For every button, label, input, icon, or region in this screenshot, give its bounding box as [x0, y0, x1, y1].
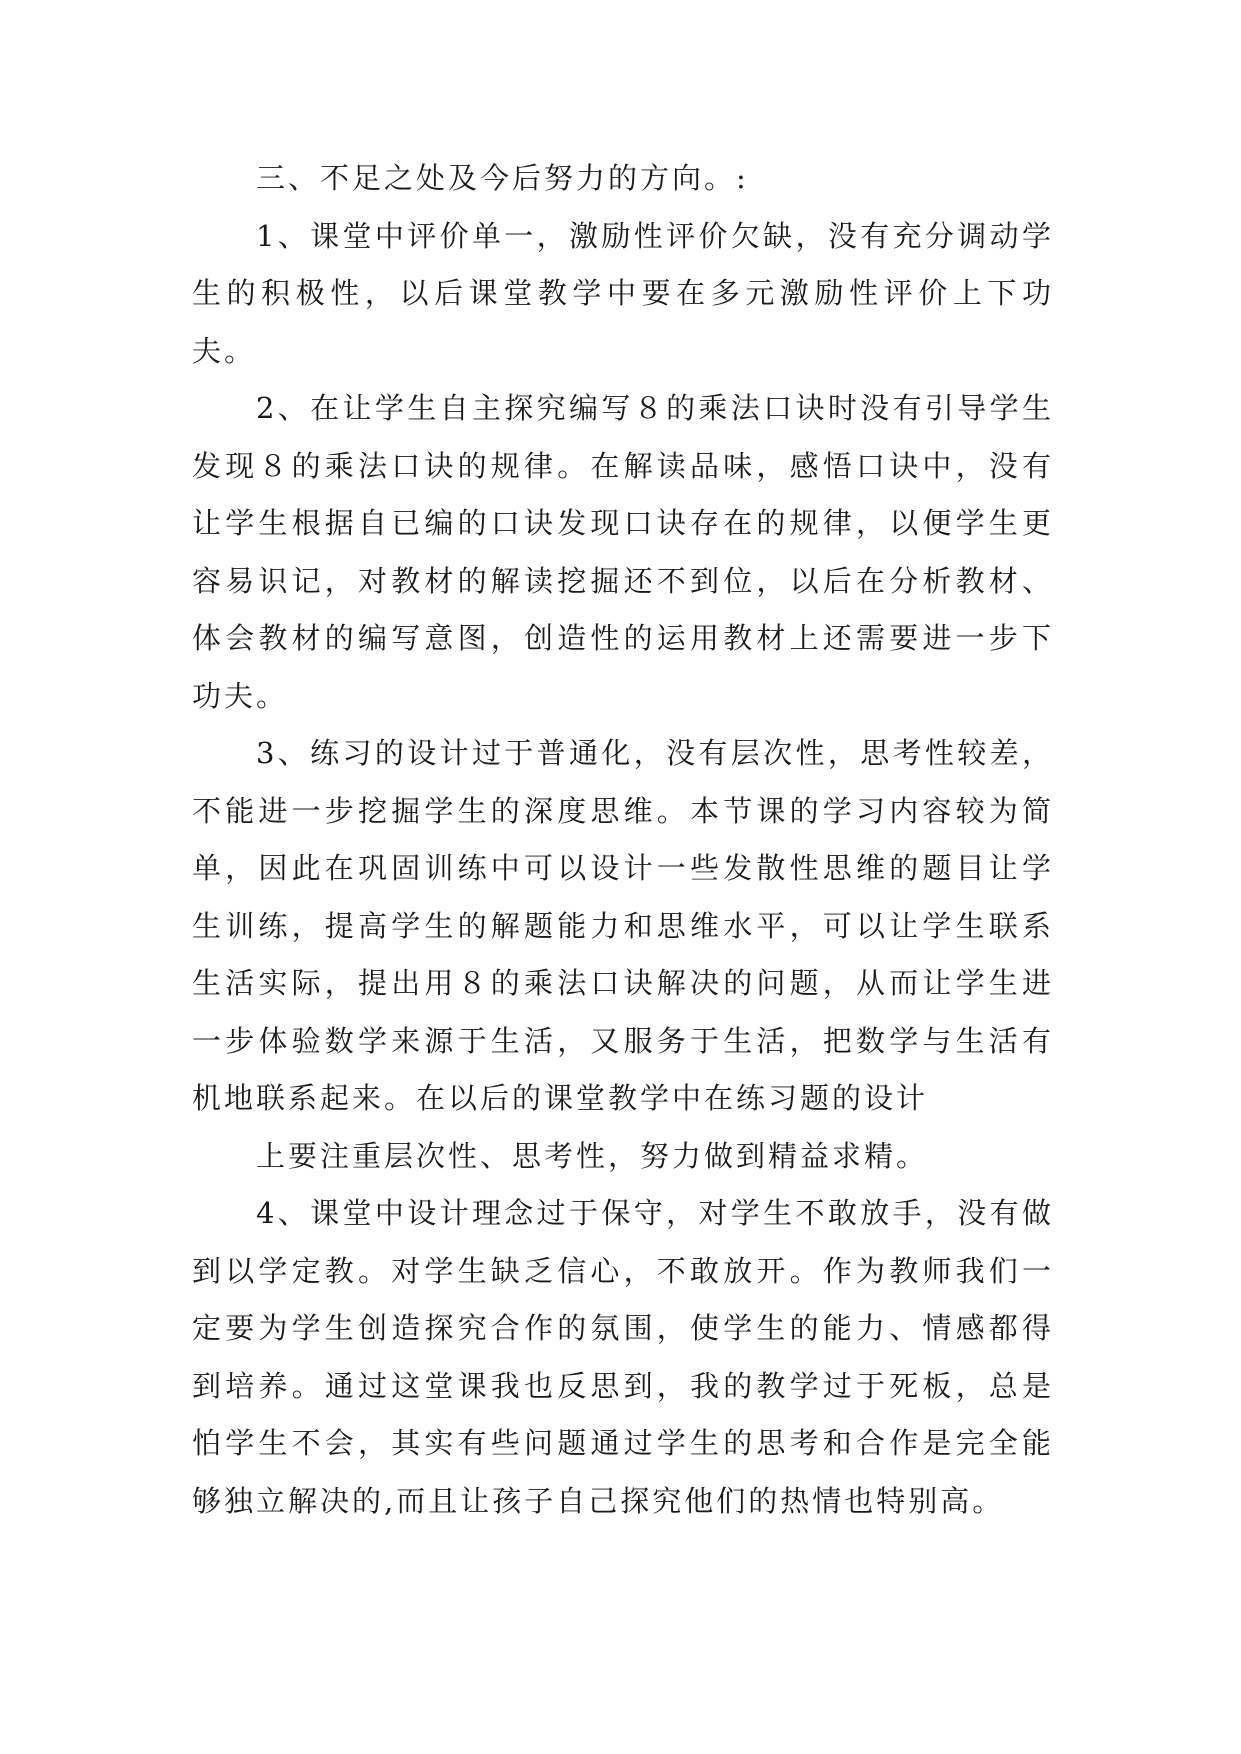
paragraph-point-2: 2、在让学生自主探究编写８的乘法口诀时没有引导学生发现８的乘法口诀的规律。在解读品味，感悟口诀中，没有让学生根据自已编的口诀发现口诀存在的规律，以便学生更容易识记，对教材的解读挖掘还不到位，以后在分析教材、体会教材的编写意图，创造性的运用教材上还需要进一步下功夫。 — [192, 391, 1054, 713]
paragraph-point-3-continued: 上要注重层次性、思考性，努力做到精益求精。 — [256, 1138, 929, 1173]
document-body — [192, 150, 1054, 1530]
paragraph-point-3: 3、练习的设计过于普通化，没有层次性，思考性较差，不能进一步挖掘学生的深度思维。本节课的学习内容较为简单，因此在巩固训练中可以设计一些发散性思维的题目让学生训练，提高学生的解题能力和思维水平，可以让学生联系生活实际，提出用８的乘法口诀解决的问题，从而让学生进一步体验数学来源于生活，又服务于生活，把数学与生活有机地联系起来。在以后的课堂教学中在练习题的设计 — [192, 736, 1054, 1115]
section-heading: 三、不足之处及今后努力的方向。: — [256, 161, 749, 195]
paragraph-point-1: 1、课堂中评价单一，激励性评价欠缺，没有充分调动学生的积极性，以后课堂教学中要在多元激励性评价上下功夫。 — [192, 218, 1054, 368]
paragraph-point-4: 4、课堂中设计理念过于保守，对学生不敢放手，没有做到以学定教。对学生缺乏信心，不敢放开。作为教师我们一定要为学生创造探究合作的氛围，使学生的能力、情感都得到培养。通过这堂课我也反思到，我的教学过于死板，总是怕学生不会，其实有些问题通过学生的思考和合作是完全能够独立解决的,而且让孩子自己探究他们的热情也特别高。 — [192, 1196, 1054, 1518]
